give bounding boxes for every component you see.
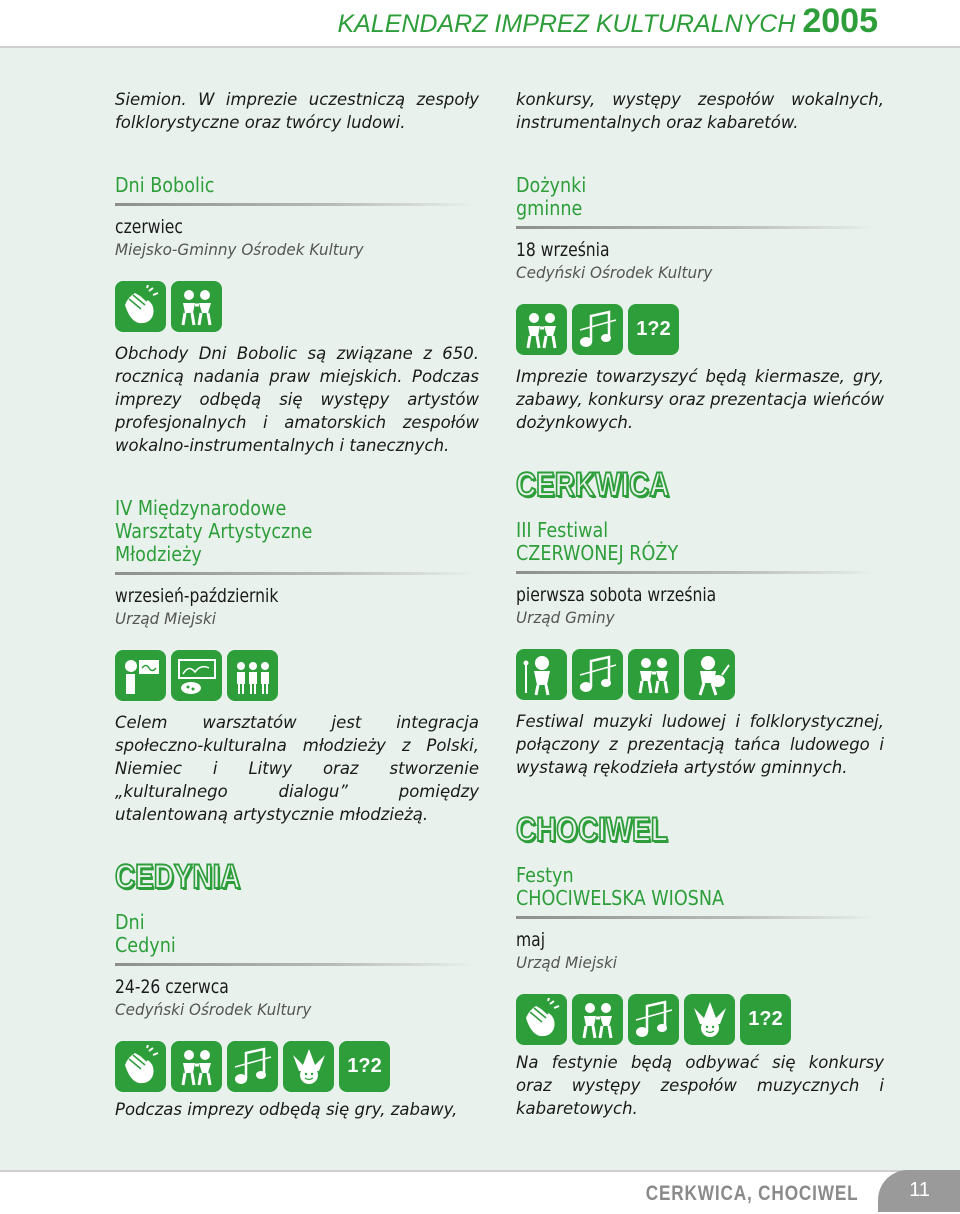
icon-row bbox=[516, 994, 884, 1045]
section-bobolic bbox=[115, 174, 479, 457]
icon-row bbox=[516, 304, 884, 355]
event-description: Festiwal muzyki ludowej i folklorystycznej, połączony z prezentacją tańca ludowego i wystawą rękodzieła artystów gminnych. bbox=[516, 712, 884, 777]
section-title-line2: Cedyni bbox=[115, 933, 176, 957]
event-description: Obchody Dni Bobolic są związane z 650. rocznicą nadania praw miejskich. Podczas imprezy odbędą się występy artystów profesjonalnych i amatorskich zespołów wokalno-instrumentalnych i tanecznych. bbox=[115, 344, 479, 455]
event-organizer: Urząd Gminy bbox=[516, 608, 615, 627]
music-notes-icon bbox=[572, 304, 623, 355]
divider bbox=[115, 963, 475, 966]
intro-text: konkursy, występy zespołów wokalnych, instrumentalnych oraz kabaretów. bbox=[516, 90, 884, 132]
quiz-icon bbox=[740, 994, 791, 1045]
section-title-line1: Dożynki bbox=[516, 173, 587, 197]
quiz-label: 1?2 bbox=[636, 318, 671, 340]
footer-label: CERKWICA, CHOCIWEL bbox=[645, 1182, 858, 1205]
section-warsztaty bbox=[115, 497, 479, 826]
section-title-line3: Młodzieży bbox=[115, 542, 202, 566]
section-title-line1: III Festiwal bbox=[516, 518, 609, 542]
singer-icon bbox=[516, 649, 567, 700]
icon-row bbox=[516, 649, 884, 700]
dancing-couple-icon bbox=[516, 304, 567, 355]
event-description: Celem warsztatów jest integracja społeczno-kulturalna młodzieży z Polski, Niemiec i Litwy oraz stworzenie „kulturalnego dialogu” pomiędzy utalentowaną artystycznie młodzieżą. bbox=[115, 713, 479, 824]
section-chociwel bbox=[516, 811, 884, 1120]
guitar-player-icon bbox=[684, 649, 735, 700]
section-title-line2: CZERWONEJ RÓŻY bbox=[516, 541, 679, 565]
quiz-icon bbox=[628, 304, 679, 355]
icon-row bbox=[115, 1041, 479, 1092]
section-dozynki bbox=[516, 174, 884, 434]
event-organizer: Miejsko-Gminny Ośrodek Kultury bbox=[115, 240, 364, 259]
clapping-hands-icon bbox=[115, 1041, 166, 1092]
group-people-icon bbox=[227, 650, 278, 701]
music-notes-icon bbox=[227, 1041, 278, 1092]
header-title-text: KALENDARZ IMPREZ KULTURALNYCH bbox=[337, 10, 796, 38]
page-header-title bbox=[337, 2, 878, 41]
right-column bbox=[516, 88, 884, 1120]
intro-text: Siemion. W imprezie uczestniczą zespoły folklorystyczne oraz twórcy ludowi. bbox=[115, 90, 479, 132]
page-number: 11 bbox=[909, 1179, 930, 1201]
dancing-couple-icon bbox=[572, 994, 623, 1045]
divider bbox=[115, 203, 475, 206]
event-date: 18 września bbox=[516, 239, 610, 261]
event-organizer: Cedyński Ośrodek Kultury bbox=[115, 1000, 312, 1019]
town-heading: CERKWICA bbox=[516, 466, 670, 504]
left-column bbox=[115, 88, 479, 1121]
clapping-hands-icon bbox=[516, 994, 567, 1045]
dancing-couple-icon bbox=[628, 649, 679, 700]
event-date: pierwsza sobota września bbox=[516, 584, 717, 606]
section-title-line2: gminne bbox=[516, 196, 583, 220]
music-notes-icon bbox=[572, 649, 623, 700]
section-title-line1: Dni bbox=[115, 910, 145, 934]
dancing-couple-icon bbox=[171, 1041, 222, 1092]
jester-icon bbox=[684, 994, 735, 1045]
music-notes-icon bbox=[628, 994, 679, 1045]
event-organizer: Cedyński Ośrodek Kultury bbox=[516, 263, 713, 282]
jester-icon bbox=[283, 1041, 334, 1092]
event-organizer: Urząd Miejski bbox=[115, 609, 217, 628]
section-cedynia bbox=[115, 858, 479, 1121]
town-heading: CHOCIWEL bbox=[516, 811, 668, 849]
event-date: wrzesień-październik bbox=[115, 585, 279, 607]
section-title: Dni Bobolic bbox=[115, 173, 215, 197]
dancing-couple-icon bbox=[171, 281, 222, 332]
town-heading: CEDYNIA bbox=[115, 858, 241, 896]
event-date: 24-26 czerwca bbox=[115, 976, 229, 998]
divider bbox=[516, 571, 876, 574]
header-year: 2005 bbox=[802, 2, 878, 40]
event-date: maj bbox=[516, 929, 546, 951]
section-title-line2: CHOCIWELSKA WIOSNA bbox=[516, 886, 725, 910]
clapping-hands-icon bbox=[115, 281, 166, 332]
divider bbox=[516, 226, 876, 229]
section-title-line2: Warsztaty Artystyczne bbox=[115, 519, 313, 543]
icon-row bbox=[115, 650, 479, 701]
event-date: czerwiec bbox=[115, 216, 183, 238]
speaker-icon bbox=[115, 650, 166, 701]
quiz-icon bbox=[339, 1041, 390, 1092]
event-description: Imprezie towarzyszyć będą kiermasze, gry, zabawy, konkursy oraz prezentacja wieńców dożynkowych. bbox=[516, 367, 884, 432]
divider bbox=[115, 572, 475, 575]
divider bbox=[516, 916, 876, 919]
event-organizer: Urząd Miejski bbox=[516, 953, 618, 972]
quiz-label: 1?2 bbox=[748, 1008, 783, 1030]
section-title-line1: Festyn bbox=[516, 863, 574, 887]
section-title-line1: IV Międzynarodowe bbox=[115, 496, 287, 520]
section-cerkwica bbox=[516, 466, 884, 779]
event-description: Podczas imprezy odbędą się gry, zabawy, bbox=[115, 1100, 458, 1119]
painting-icon bbox=[171, 650, 222, 701]
icon-row bbox=[115, 281, 479, 332]
quiz-label: 1?2 bbox=[347, 1055, 382, 1077]
event-description: Na festynie będą odbywać się konkursy oraz występy zespołów muzycznych i kabaretowych. bbox=[516, 1053, 884, 1118]
